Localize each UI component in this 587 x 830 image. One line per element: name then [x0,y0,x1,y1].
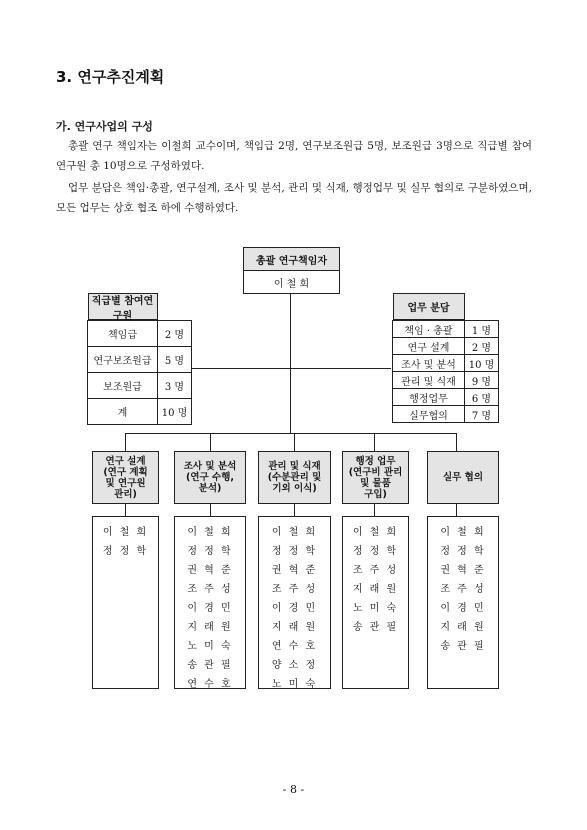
list-item: 이 경 민 [440,603,486,614]
list-item: 지 래 원 [440,622,486,633]
rank-label: 책임급 [88,321,158,347]
rank-label: 연구보조원급 [88,347,158,373]
connector-cat5-members [456,503,457,516]
connector-cat3-members [294,503,295,516]
category-survey-analysis: 조사 및 분석 (연구 수행, 분석) [174,451,246,504]
category-admin: 행정 업무 (연구비 관리 및 물품 구입) [342,451,409,504]
connector-cat1-members [125,503,126,516]
list-item: 이 경 민 [271,603,318,614]
duty-label: 연구 설계 [393,338,465,355]
list-item: 정 정 학 [352,546,399,557]
table-row [393,355,499,372]
list-item: 송 관 필 [440,641,486,652]
duty-count: 10 명 [465,355,499,372]
category-consultation: 실무 협의 [427,451,499,504]
list-item: 양 소 정 [271,660,318,671]
list-item: 이 철 희 [187,527,233,538]
list-item: 조 주 성 [271,584,318,595]
duty-label: 관리 및 식재 [393,372,465,389]
list-item: 이 철 희 [352,527,399,538]
list-item: 이 철 희 [102,527,149,538]
connector-drop-4 [374,433,375,451]
list-item: 정 정 학 [102,546,149,557]
list-item: 노 미 숙 [271,679,318,690]
duty-count: 6 명 [465,389,499,406]
rank-label: 보조원급 [88,373,158,399]
members-consultation [427,516,499,689]
list-item: 연 수 호 [187,679,233,690]
leader-name: 이 철 희 [243,270,340,294]
list-item: 이 철 희 [440,527,486,538]
duty-table [392,293,499,423]
leader-title: 총괄 연구책임자 [243,247,340,271]
duty-label: 실무협의 [393,406,465,423]
paragraph-composition: 총괄 연구 책임자는 이철희 교수이며, 책임급 2명, 연구보조원급 5명, 보조원급 3명으로 직급별 참여연구원 총 10명으로 구성하였다. [56,140,532,172]
members-admin [342,516,409,689]
duty-label: 책임 · 총괄 [393,321,465,338]
connector-vertical-main [290,293,291,433]
list-item: 권 혁 준 [187,565,233,576]
page-number: - 8 - [282,783,305,796]
table-row [88,347,192,373]
duty-count: 2 명 [465,338,499,355]
list-item: 조 주 성 [352,565,399,576]
rank-count: 3 명 [158,373,192,399]
table-row [393,372,499,389]
list-item: 노 미 숙 [352,603,399,614]
list-item: 노 미 숙 [187,641,233,652]
duty-label: 행정업무 [393,389,465,406]
rank-count: 5 명 [158,347,192,373]
connector-drop-2 [210,433,211,451]
list-item: 권 혁 준 [271,565,318,576]
rank-table-title: 직급별 참여연구원 [88,293,158,320]
table-row [88,373,192,399]
connector-cat4-members [374,503,375,516]
list-item: 지 래 원 [271,622,318,633]
connector-drop-3 [294,433,295,451]
list-item: 이 경 민 [187,603,233,614]
table-row [393,389,499,406]
table-row [393,321,499,338]
rank-label: 계 [88,399,158,425]
paragraph-duties: 업무 분담은 책임·총괄, 연구설계, 조사 및 분석, 관리 및 식재, 행정업무 및 실무 협의로 구분하였으며, 모든 업무는 상호 협조 하에 수행하였다. [56,182,532,214]
table-row [88,321,192,347]
table-row [393,406,499,423]
list-item: 송 관 필 [352,622,399,633]
list-item: 정 정 학 [440,546,486,557]
duty-label: 조사 및 분석 [393,355,465,372]
category-research-design: 연구 설계 (연구 계획 및 연구원 관리) [92,451,159,504]
members-research-design [92,516,159,689]
connector-cat2-members [210,503,211,516]
section-title: 3. 연구추진계획 [56,68,165,86]
duty-count: 7 명 [465,406,499,423]
list-item: 연 수 호 [271,641,318,652]
list-item: 이 철 희 [271,527,318,538]
connector-drop-1 [125,433,126,451]
list-item: 조 주 성 [440,584,486,595]
duty-count: 9 명 [465,372,499,389]
list-item: 정 정 학 [187,546,233,557]
table-row [393,338,499,355]
list-item: 조 주 성 [187,584,233,595]
rank-count: 10 명 [158,399,192,425]
list-item: 권 혁 준 [440,565,486,576]
connector-horizontal-branch [125,433,457,434]
list-item: 정 정 학 [271,546,318,557]
connector-horizontal-middle [191,368,391,369]
subsection-title: 가. 연구사업의 구성 [56,120,153,133]
rank-count: 2 명 [158,321,192,347]
members-survey-analysis [174,516,246,689]
list-item: 송 관 필 [187,660,233,671]
duty-table-title: 업무 분담 [393,293,465,320]
category-management-planting: 관리 및 식재 (수분관리 및 기외 이식) [258,451,331,504]
list-item: 지 래 원 [352,584,399,595]
duty-count: 1 명 [465,321,499,338]
members-management-planting [258,516,331,689]
table-row [88,399,192,425]
list-item: 지 래 원 [187,622,233,633]
rank-table [87,293,192,425]
connector-drop-5 [456,433,457,451]
